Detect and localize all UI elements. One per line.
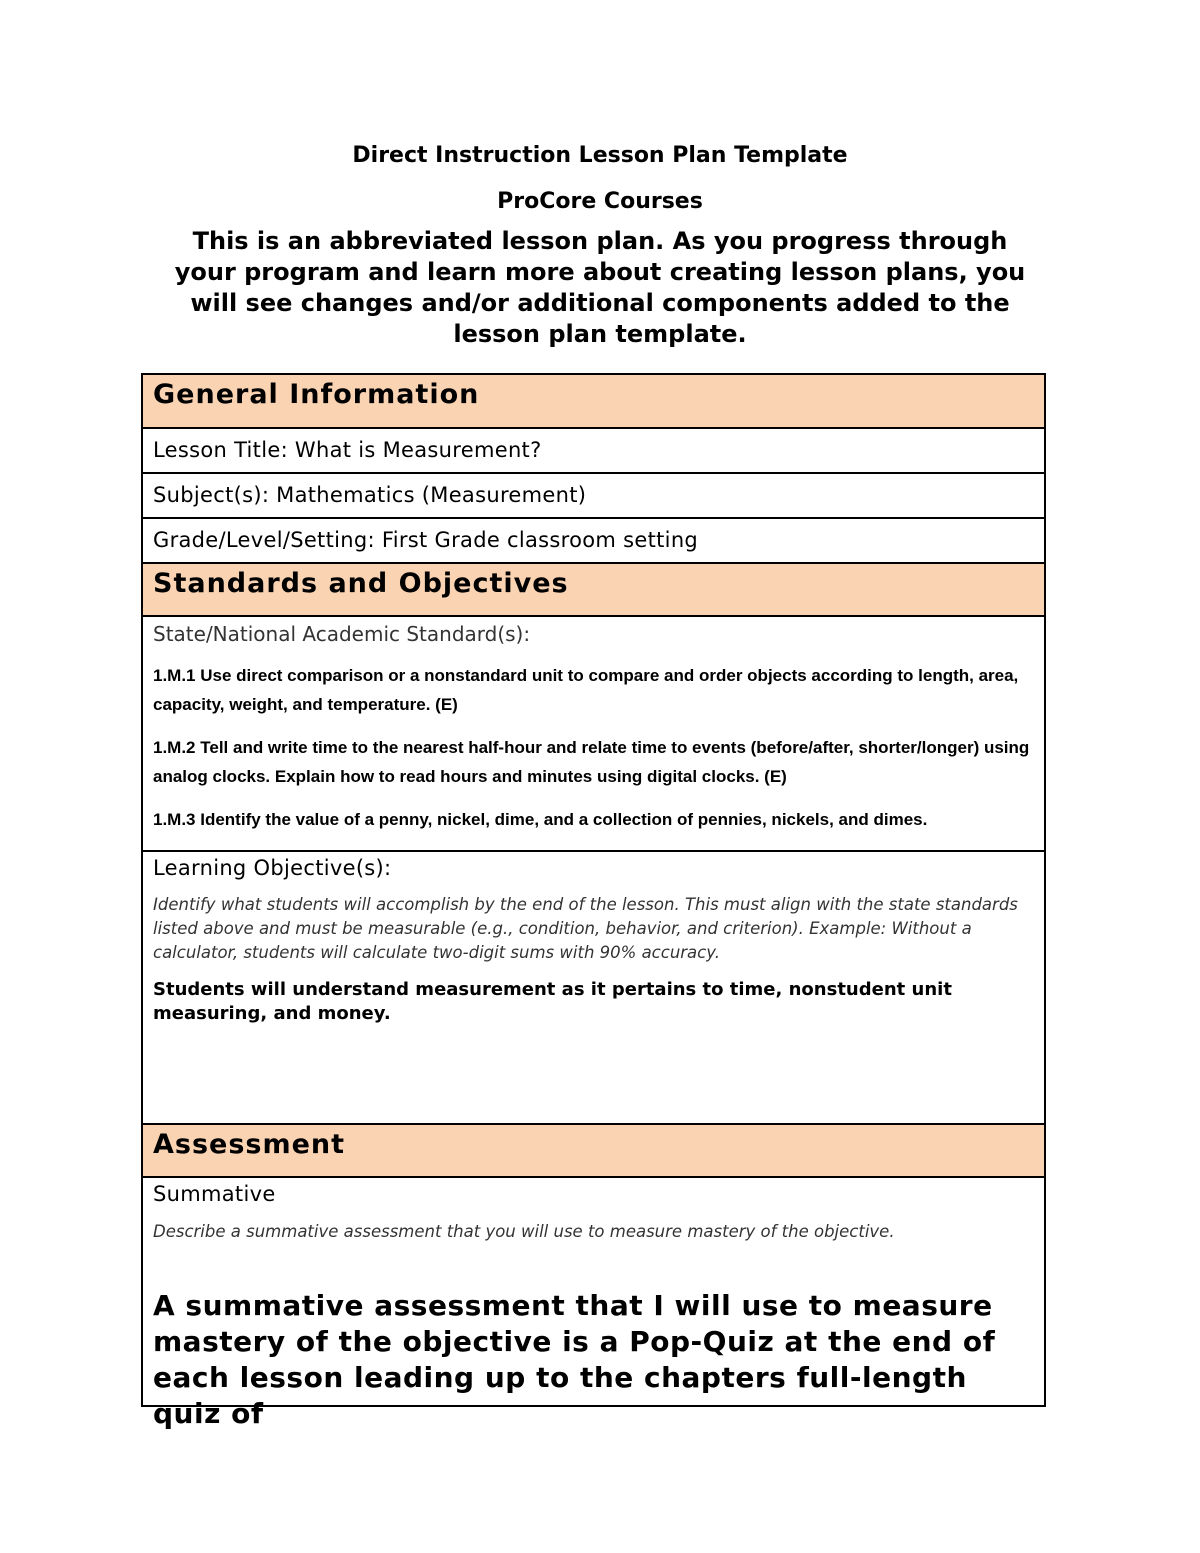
learning-objectives-row: [143, 852, 1044, 1125]
standards-objectives-header: [143, 564, 1044, 617]
lesson-plan-table: [141, 373, 1046, 1430]
section-title: Assessment: [153, 1129, 346, 1160]
section-title: General Information: [153, 379, 480, 410]
subjects-row: [143, 474, 1044, 519]
summative-label: Summative: [153, 1182, 276, 1206]
document-header: [140, 140, 1060, 350]
standards-row: [143, 617, 1044, 852]
document-intro: This is an abbreviated lesson plan. As you progress through your program and learn more about creating lesson plans, you will see changes and/or additional components added to the lesson plan template.: [174, 227, 1026, 348]
lesson-title-row: [143, 429, 1044, 474]
grade-level-field: Grade/Level/Setting: First Grade classroom setting: [153, 528, 699, 552]
learning-objectives-label: Learning Objective(s):: [153, 856, 392, 880]
standard-item: 1.M.1 Use direct comparison or a nonstandard unit to compare and order objects according to length, area, capacity, weight, and temperature. (E): [153, 666, 1019, 714]
learning-objectives-answer: Students will understand measurement as it pertains to time, nonstudent unit measuring, and money.: [153, 979, 952, 1024]
document-title: Direct Instruction Lesson Plan Template: [352, 143, 848, 168]
standards-label: State/National Academic Standard(s):: [153, 622, 531, 646]
general-information-header: [143, 375, 1044, 429]
summative-answer: A summative assessment that I will use to measure mastery of the objective is a Pop-Quiz at the end of each lesson leading up to the chapters full-length quiz of: [153, 1289, 996, 1430]
document-subtitle: ProCore Courses: [497, 189, 703, 214]
summative-row: [143, 1178, 1044, 1430]
summative-hint: Describe a summative assessment that you will use to measure mastery of the objective.: [153, 1222, 895, 1241]
grade-level-row: [143, 519, 1044, 564]
section-title: Standards and Objectives: [153, 568, 569, 599]
learning-objectives-hint: Identify what students will accomplish by the end of the lesson. This must align with the state standards listed above and must be measurable (e.g., condition, behavior, and criterion). Example: Without a calculator, students will calculate two-digit sums with 90% accuracy.: [153, 895, 1018, 962]
lesson-title-field: Lesson Title: What is Measurement?: [153, 438, 542, 462]
assessment-header: [143, 1125, 1044, 1178]
standard-item: 1.M.2 Tell and write time to the nearest half-hour and relate time to events (before/after, shorter/longer) using analog clocks. Explain how to read hours and minutes using digital clocks. (E): [153, 738, 1030, 786]
standard-item: 1.M.3 Identify the value of a penny, nickel, dime, and a collection of pennies, nickels, and dimes.: [153, 810, 928, 829]
subjects-field: Subject(s): Mathematics (Measurement): [153, 483, 587, 507]
